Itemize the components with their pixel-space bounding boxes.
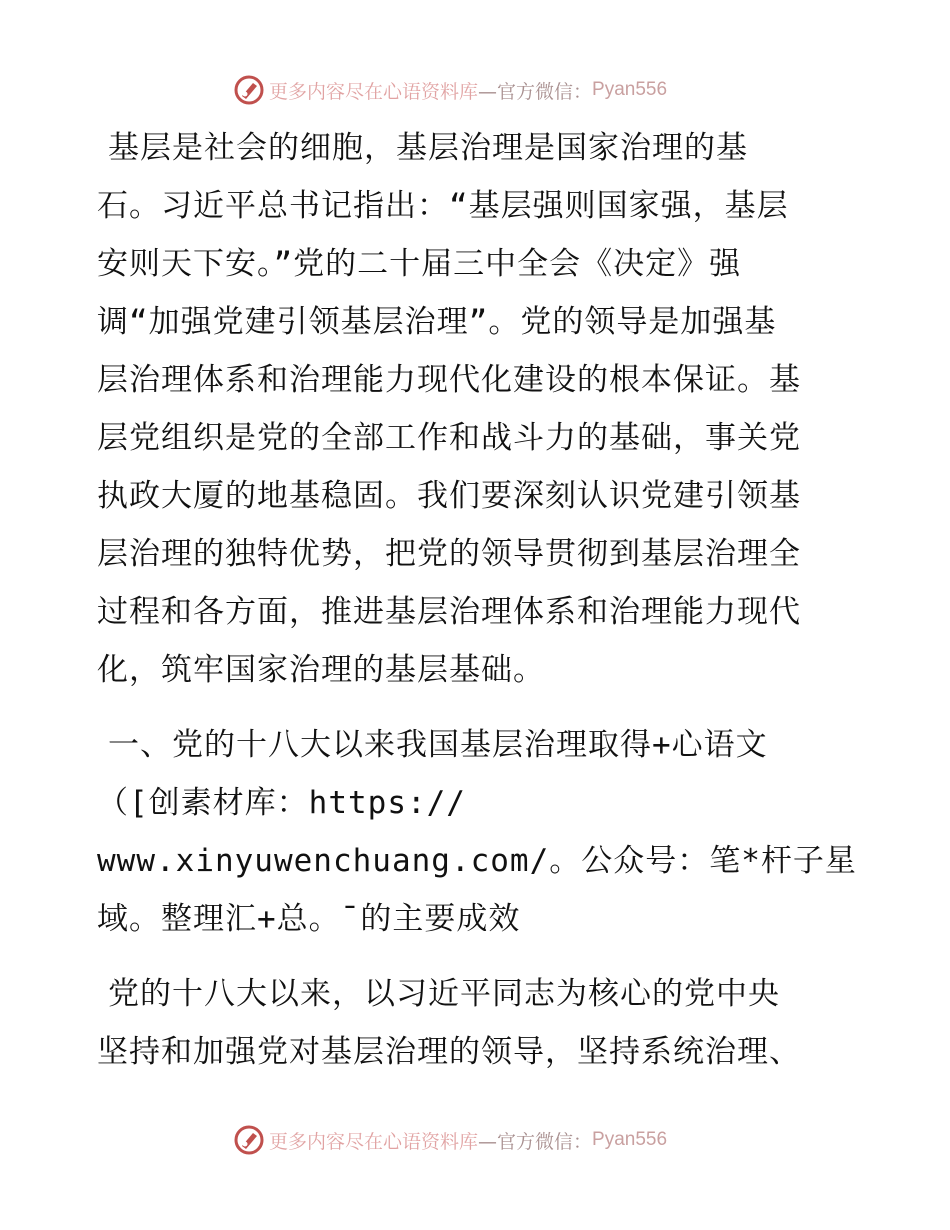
paragraph-1-line: 安则天下安。”党的二十届三中全会《决定》强 [97, 246, 742, 282]
watermark-sub-text: —官方微信： [478, 1130, 593, 1153]
watermark-main-text: 更多内容尽在心语资料库 [269, 80, 479, 103]
paragraph-2-line: 坚持和加强党对基层治理的领导，坚持系统治理、 [97, 1034, 801, 1070]
section-heading-line: www.xinyuwenchuang.com/。公众号：笔*杆子星 [97, 843, 857, 879]
paragraph-1-line: 化，筑牢国家治理的基层基础。 [97, 652, 545, 688]
section-heading-line: 域。整理汇+总。¯的主要成效 [97, 901, 521, 937]
paragraph-1-line: 执政大厦的地基稳固。我们要深刻认识党建引领基 [97, 478, 801, 514]
paragraph-1-line: 调“加强党建引领基层治理”。党的领导是加强基 [97, 304, 777, 340]
paragraph-1-line: 层党组织是党的全部工作和战斗力的基础，事关党 [97, 420, 801, 456]
watermark-main-text: 更多内容尽在心语资料库 [269, 1130, 479, 1153]
section-heading-line: （[创素材库：https:// [97, 785, 466, 821]
footer-watermark [233, 1122, 753, 1158]
paragraph-1-line: 石。习近平总书记指出：“基层强则国家强，基层 [97, 188, 789, 224]
paragraph-2-line: 党的十八大以来，以习近平同志为核心的党中央 [108, 976, 780, 1012]
paragraph-1-line: 层治理的独特优势，把党的领导贯彻到基层治理全 [97, 536, 801, 572]
header-watermark [233, 72, 753, 108]
section-heading-line: 一、党的十八大以来我国基层治理取得+心语文 [108, 727, 768, 763]
watermark-wechat-id: Pyan556 [592, 1129, 668, 1150]
paragraph-1-line: 层治理体系和治理能力现代化建设的根本保证。基 [97, 362, 801, 398]
pen-circle-logo-icon [233, 74, 265, 106]
watermark-wechat-id: Pyan556 [592, 79, 668, 100]
watermark-sub-text: —官方微信： [478, 80, 593, 103]
paragraph-1-line: 过程和各方面，推进基层治理体系和治理能力现代 [97, 594, 801, 630]
pen-circle-logo-icon [233, 1124, 265, 1156]
paragraph-1-line: 基层是社会的细胞，基层治理是国家治理的基 [108, 130, 748, 166]
